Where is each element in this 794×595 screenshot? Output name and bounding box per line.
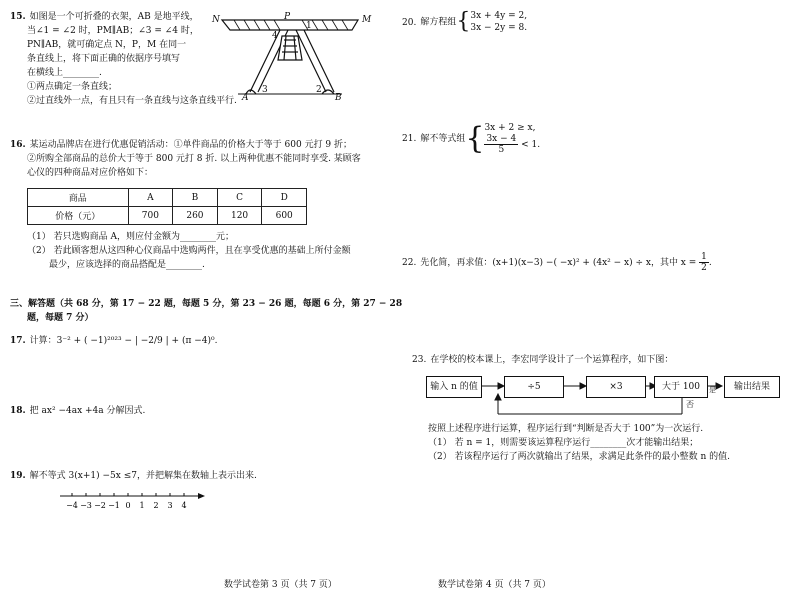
q15-option-2: ②过直线外一点，有且只有一条直线与这条直线平行. (27, 96, 237, 106)
table-cell: 价格（元） (28, 207, 129, 225)
question-18 (10, 404, 145, 418)
number-line-tick-label: −3 (80, 501, 92, 510)
table-row (28, 189, 307, 207)
q21-fraction (484, 134, 518, 155)
q15-line-4: 条直线上，将下面正确的依据序号填写 (27, 54, 181, 64)
q19-number: 19. (10, 471, 26, 481)
q17-text: 计算：3⁻² + ( −1)²⁰²³ − | −2/9 | + (π −4)⁰. (29, 336, 218, 346)
q20-system (470, 10, 527, 34)
table-row (28, 207, 307, 225)
q22-number: 22. (402, 258, 417, 268)
question-17 (10, 334, 217, 348)
q16-parts (27, 230, 351, 272)
section-line-2: 题，每题 7 分） (27, 313, 94, 323)
section-heading (10, 297, 402, 325)
flow-divide-box: ÷5 (504, 376, 564, 398)
section-line-1: 三、解答题（共 68 分，第 17 − 22 题，每题 5 分，第 23 − 26 题，每题 6 分，第 27 − 28 (10, 299, 403, 309)
q18-text: 把 ax² −4ax +4a 分解因式. (29, 406, 146, 416)
q16-part-2: （2） 若此顾客想从这四种心仪商品中选购两件，且在享受优惠的基础上所付金额 (27, 246, 351, 256)
label-A: A (242, 93, 249, 100)
number-line-tick-label: 4 (181, 501, 187, 510)
table-cell: 120 (217, 207, 262, 225)
brace-icon: { (465, 120, 485, 156)
q21-frac-bottom: 5 (498, 145, 505, 155)
q16-part-1: （1） 若只选购商品 A，则应付金额为________元； (27, 232, 234, 242)
brace-icon: { (456, 9, 471, 34)
q22-frac-top: 1 (701, 252, 707, 262)
table-header-cell: D (262, 189, 307, 207)
label-N: N (212, 15, 220, 25)
q21-eq1: 3x + 2 ≥ x, (484, 123, 536, 133)
flow-no-label: 否 (686, 400, 694, 409)
q15-line-3: PN∥AB，就可确定点 N，P，M 在同一 (27, 40, 187, 50)
flow-judge-box: 大于 100 (654, 376, 708, 398)
q15-line-5: 在横线上________. (27, 68, 102, 78)
q22-text: 先化简，再求值：(x+1)(x−3) −( −x)² + (4x² − x) ÷ x，其中 x = (420, 258, 697, 268)
label-P: P (284, 12, 291, 22)
q21-frac-top: 3x − 4 (486, 134, 517, 144)
flow-multiply-box: ×3 (586, 376, 646, 398)
number-line-tick-label: 1 (139, 501, 145, 510)
q17-number: 17. (10, 336, 26, 346)
q22-frac-bottom: 2 (701, 263, 707, 273)
q23-intro: 在学校的校本课上，李宏同学设计了一个运算程序，如下图： (430, 355, 674, 365)
q16-line-1: 16. 某运动品牌店在进行优惠促销活动：①单件商品的价格大于等于 600 元打 9 折； (10, 140, 353, 150)
number-line-tick-label: −2 (94, 501, 106, 510)
question-20 (402, 10, 527, 34)
question-23 (412, 353, 673, 367)
q22-fraction (699, 252, 709, 273)
q22-tail: . (708, 258, 712, 268)
label-M: M (362, 15, 372, 25)
question-19 (10, 469, 257, 483)
q23-part-1: （1） 若 n = 1，则需要该运算程序运行________次才能输出结果； (428, 438, 699, 448)
number-line-tick-label: 0 (125, 501, 131, 510)
number-line-tick-label: 2 (153, 501, 159, 510)
q15-number: 15. (10, 12, 26, 22)
q16-part-2-cont: 最少，应该选择的商品搭配是________. (49, 260, 205, 270)
table-header-cell: C (217, 189, 262, 207)
q18-number: 18. (10, 406, 26, 416)
q20-eq1: 3x + 4y = 2, (470, 11, 528, 21)
table-header-cell: 商品 (28, 189, 129, 207)
q21-system (484, 122, 540, 155)
q20-eq2: 3x − 2y = 8. (470, 23, 528, 33)
page-footer-left: 数学试卷第 3 页（共 7 页） (224, 580, 337, 590)
q21-label: 解不等式组 (420, 134, 466, 144)
hanger-figure (210, 8, 380, 100)
flow-output-box: 输出结果 (724, 376, 780, 398)
question-16 (10, 138, 390, 180)
q23-after: 按照上述程序进行运算，程序运行到“判断是否大于 100”为一次运行. (428, 424, 704, 434)
q19-text: 解不等式 3(x+1) −5x ≤7，并把解集在数轴上表示出来. (29, 471, 257, 481)
q16-number: 16. (10, 140, 26, 150)
label-angle-3: 3 (262, 85, 268, 95)
q21-eq2-tail: < 1. (521, 140, 541, 150)
label-B: B (335, 93, 342, 100)
table-header-cell: A (128, 189, 173, 207)
flow-yes-label: 是 (709, 386, 716, 394)
question-22 (402, 252, 712, 273)
table-cell: 700 (128, 207, 173, 225)
number-line-tick-label: −1 (108, 501, 120, 510)
question-21 (402, 122, 540, 155)
page-footer-right: 数学试卷第 4 页（共 7 页） (438, 580, 551, 590)
price-table (27, 188, 307, 225)
label-angle-4: 4 (272, 31, 278, 41)
q15-line-1: 15. 如图是一个可折叠的衣架，AB 是地平线， (10, 12, 199, 22)
q20-label: 解方程组 (420, 17, 457, 28)
q16-line-3: 心仪的四种商品对应价格如下： (27, 168, 154, 178)
flow-input-box: 输入 n 的值 (426, 376, 482, 398)
label-angle-1: 1 (306, 21, 312, 31)
q23-body (428, 422, 730, 464)
number-line (58, 488, 208, 514)
table-header-cell: B (173, 189, 218, 207)
label-angle-2: 2 (316, 85, 322, 95)
q15-option-1: ①两点确定一条直线； (27, 82, 118, 92)
number-line-tick-label: −4 (66, 501, 78, 510)
q15-line-2: 当∠1 = ∠2 时，PM∥AB；∠3 = ∠4 时， (27, 26, 199, 36)
q23-part-2: （2） 若该程序运行了两次就输出了结果，求满足此条件的最小整数 n 的值. (428, 452, 730, 462)
number-line-tick-label: 3 (167, 501, 173, 510)
q20-number: 20. (402, 17, 417, 28)
table-cell: 260 (173, 207, 218, 225)
question-15 (10, 10, 237, 108)
q23-number: 23. (412, 355, 427, 365)
table-cell: 600 (262, 207, 307, 225)
q16-line-2: ②所购全部商品的总价大于等于 800 元打 8 折. 以上两种优惠不能同时享受. 某顾客 (27, 154, 361, 164)
q21-number: 21. (402, 134, 417, 144)
